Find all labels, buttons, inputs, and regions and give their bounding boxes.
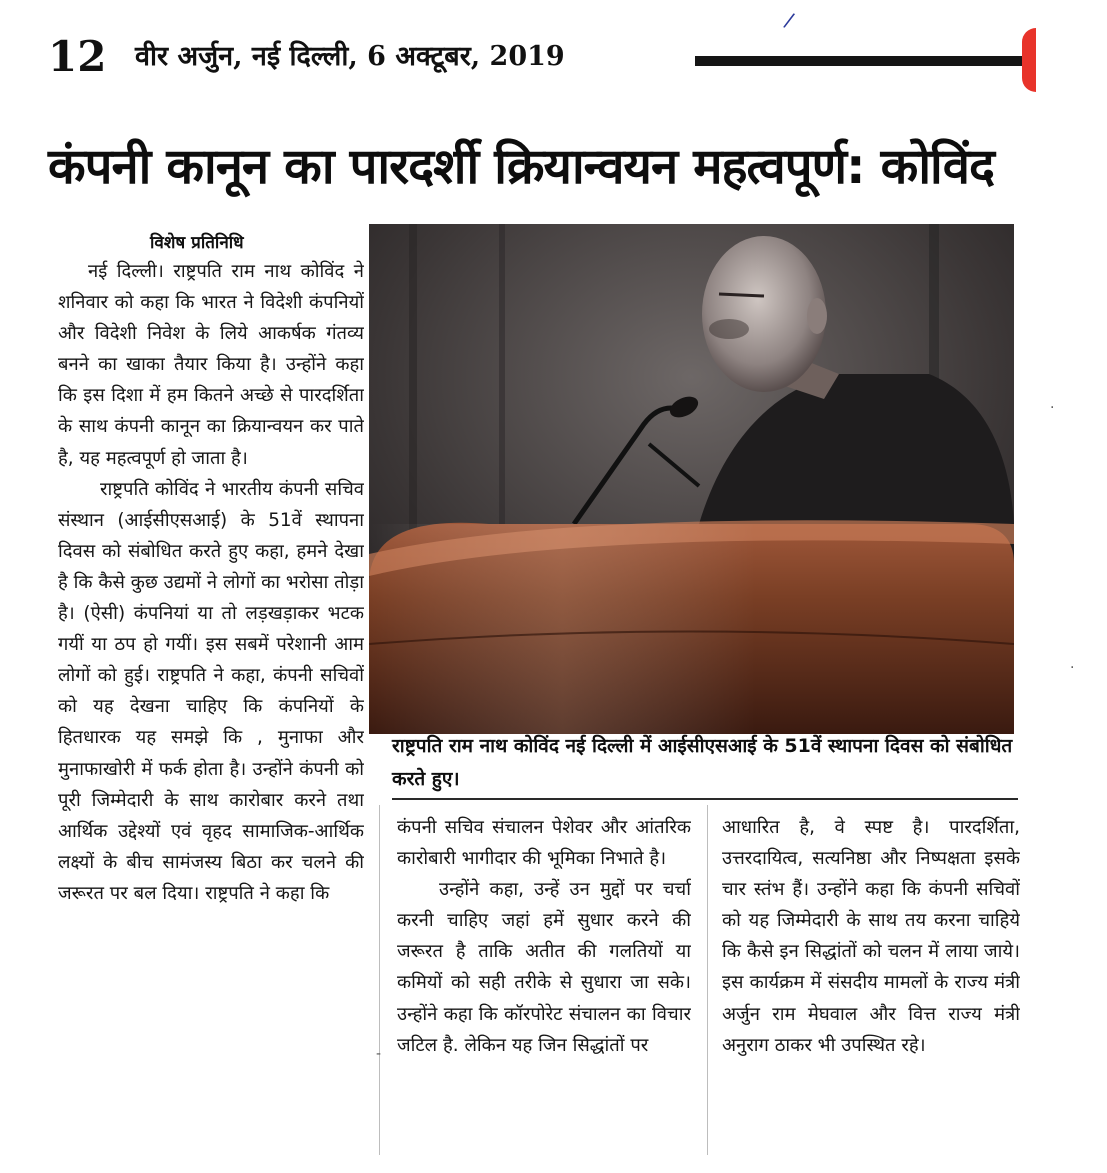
page-number: 12: [48, 32, 107, 81]
article-column-1: [58, 256, 364, 1154]
article-column-2: [397, 812, 691, 1152]
col1-paragraph-1: नई दिल्ली। राष्ट्रपति राम नाथ कोविंद ने शनिवार को कहा कि भारत ने विदेशी कंपनियों और विदेशी निवेश के लिये आकर्षक गंतव्य बनने का खाका तैयार किया है। उन्होंने कहा कि इस दिशा में हम कितने अच्छे से पारदर्शिता के साथ कंपनी कानून का क्रियान्वयन कर पाते है, यह महत्वपूर्ण हो जाता है।: [58, 261, 364, 469]
article-column-3: [722, 812, 1020, 1152]
masthead-line: वीर अर्जुन, नई दिल्ली, 6 अक्टूबर, 2019: [135, 41, 565, 72]
red-edge-marker: [1022, 28, 1036, 92]
photo-president-speaking: [369, 224, 1014, 734]
col2-paragraph-2: उन्होंने कहा, उन्हें उन मुद्दों पर चर्चा करनी चाहिए जहां हमें सुधार करने की जरूरत है ताकि अतीत की गलतियों या कमियों को सही तरीके से सुधारा जा सके। उन्होंने कहा कि कॉरपोरेट संचालन का विचार जटिल है. लेकिन यह जिन सिद्धांतों पर: [397, 879, 691, 1056]
masthead-rule: [695, 56, 1025, 66]
headline: कंपनी कानून का पारदर्शी क्रियान्वयन महत्वपूर्ण: कोविंद: [48, 138, 994, 195]
scan-speck: ·: [1070, 660, 1075, 676]
pen-mark: /: [782, 7, 797, 33]
column-rule-1: [379, 805, 380, 1155]
col3-paragraph-1: आधारित है, वे स्पष्ट है। पारदर्शिता, उत्तरदायित्व, सत्यनिष्ठा और निष्पक्षता इसके चार स्तंभ हैं। उन्होंने कहा कि कंपनी सचिवों को यह जिम्मेदारी के साथ तय करना चाहिये कि कैसे इन सिद्धांतों को चलन में लाया जाये।इस कार्यक्रम में संसदीय मामलों के राज्य मंत्री अर्जुन राम मेघवाल और वित्त राज्य मंत्री अनुराग ठाकर भी उपस्थित रहे।: [722, 817, 1020, 1056]
col1-paragraph-2: राष्ट्रपति कोविंद ने भारतीय कंपनी सचिव संस्थान (आईसीएसआई) के 51वें स्थापना दिवस को संबोधित करते हुए कहा, हमने देखा है कि कैसे कुछ उद्यमों ने लोगों का भरोसा तोड़ा है। (ऐसी) कंपनियां या तो लड़खड़ाकर भटक गयीं या ठप हो गयीं। इस सबमें परेशानी आम लोगों को हुई। राष्ट्रपति ने कहा, कंपनी सचिवों को यह देखना चाहिए कि कंपनियों के हितधारक यह समझे कि , मुनाफा और मुनाफाखोरी में फर्क होता है। उन्होंने कंपनी को पूरी जिम्मेदारी के साथ कारोबार करने तथा आर्थिक उद्देश्यों एवं वृहद सामाजिक-आर्थिक लक्ष्यों के बीच सामंजस्य बिठा कर चलने की जरूरत पर बल दिया। राष्ट्रपति ने कहा कि: [58, 478, 364, 904]
byline: विशेष प्रतिनिधि: [150, 233, 244, 253]
scan-speck: ·: [1050, 400, 1055, 416]
photo-caption: राष्ट्रपति राम नाथ कोविंद नई दिल्ली में आईसीएसआई के 51वें स्थापना दिवस को संबोधित करते हुए।: [392, 735, 1013, 790]
scan-speck: -: [376, 1046, 382, 1062]
news-photo: [369, 224, 1014, 734]
column-rule-2: [707, 805, 708, 1155]
section-divider: [392, 798, 1018, 800]
col2-paragraph-1: कंपनी सचिव संचालन पेशेवर और आंतरिक कारोबारी भागीदार की भूमिका निभाते है।: [397, 817, 691, 870]
